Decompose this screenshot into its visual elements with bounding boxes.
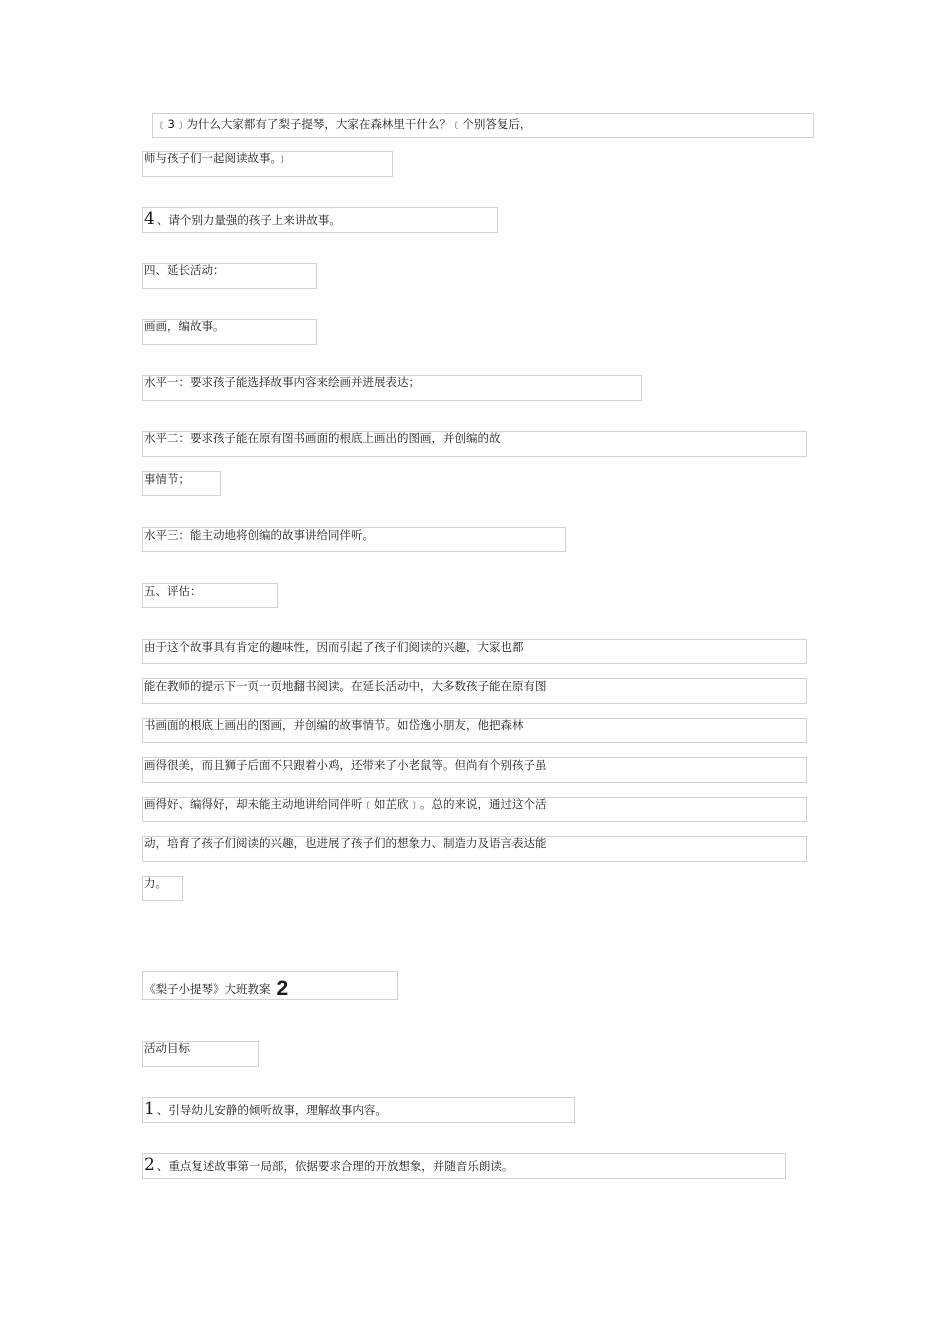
step4-number: 4 [144,209,155,229]
level2-line2: 事情节； [144,472,190,486]
evaluation-line6: 动，培育了孩子们阅读的兴趣，也进展了孩子们的想象力、制造力及语言表达能 [144,836,547,850]
q3-question-line1: ﹝3﹞为什么大家都有了梨子提琴，大家在森林里干什么？﹝个别答复后， [156,117,532,131]
goal2-text: 、重点复述故事第一局部，依据要求合理的开放想象，并随音乐朗读。 [156,1159,514,1173]
evaluation-line5: 画得好、编得好，却未能主动地讲给同伴听﹝如芷欣﹞。总的来说，通过这个活 [144,797,547,811]
goal1-number: 1 [144,1099,155,1119]
evaluation-line7: 力。 [144,876,167,890]
evaluation-line3: 书画面的根底上画出的图画，并创编的故事情节。如岱逸小朋友，他把森林 [144,718,524,732]
step4-line [144,211,341,228]
extension-title: 四、延长活动： [144,263,225,277]
evaluation-line2: 能在教师的提示下一页一页地翻书阅读。在延长活动中，大多数孩子能在原有图 [144,679,547,693]
section2-number: 2 [276,977,289,1000]
evaluation-line4: 画得很美，而且狮子后面不只跟着小鸡，还带来了小老鼠等。但尚有个别孩子虽 [144,758,547,772]
goal1-text: 、引导幼儿安静的倾听故事，理解故事内容。 [156,1103,387,1117]
evaluation-line1: 由于这个故事具有肯定的趣味性，因而引起了孩子们阅读的兴趣，大家也都 [144,640,524,654]
evaluation-title: 五、评估： [144,584,202,598]
level1-line: 水平一：要求孩子能选择故事内容来绘画并进展表达； [144,375,420,389]
q3-question-line2: 师与孩子们一起阅读故事。﹞ [144,151,288,165]
goal1-line [144,1101,387,1118]
extension-task: 画画，编故事。 [144,319,225,333]
section2-title: 《梨子小提琴》大班教案 [144,982,271,996]
section2-heading [144,976,289,1000]
step4-text: 、请个别力量强的孩子上来讲故事。 [156,213,341,227]
goals-title: 活动目标 [144,1041,190,1055]
goal2-line [144,1157,513,1174]
level2-line1: 水平二：要求孩子能在原有图书画面的根底上画出的图画，并创编的故 [144,431,501,445]
goal2-number: 2 [144,1155,155,1175]
level3-line: 水平三：能主动地将创编的故事讲给同伴听。 [144,528,374,542]
